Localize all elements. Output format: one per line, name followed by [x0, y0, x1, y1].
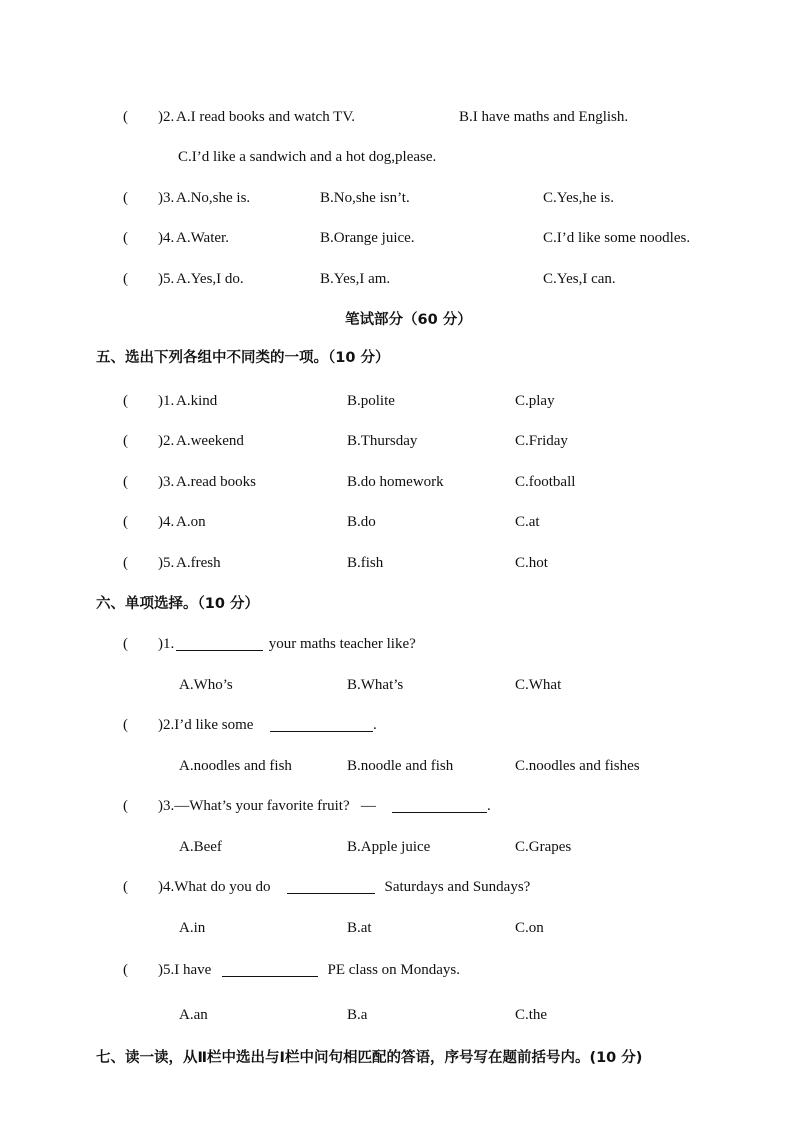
answer-bracket[interactable]: (	[123, 555, 128, 571]
answer-bracket[interactable]: (	[123, 433, 128, 449]
option-a: A.weekend	[176, 433, 244, 449]
answer-bracket[interactable]: (	[123, 879, 128, 895]
option-c: C.What	[515, 677, 562, 693]
option-b: B.Apple juice	[347, 839, 431, 855]
answer-bracket[interactable]: (	[123, 962, 128, 978]
answer-bracket[interactable]: (	[123, 474, 128, 490]
section-5-title: 五、选出下列各组中不同类的一项。（10 分）	[96, 350, 390, 366]
option-a: A.noodles and fish	[179, 758, 292, 774]
answer-bracket[interactable]: (	[123, 230, 128, 246]
answer-bracket[interactable]: (	[123, 271, 128, 287]
option-c: C.Yes,he is.	[543, 190, 614, 206]
answer-blank[interactable]	[270, 717, 373, 732]
answer-bracket[interactable]: (	[123, 514, 128, 530]
question-number: )3.	[158, 474, 175, 490]
answer-bracket[interactable]: (	[123, 636, 128, 652]
option-c: C.football	[515, 474, 576, 490]
question-stem: )5.I have	[158, 962, 216, 978]
option-a: A.an	[179, 1007, 208, 1023]
answer-bracket[interactable]: (	[123, 190, 128, 206]
option-a: A.Beef	[179, 839, 222, 855]
option-b: B.do	[347, 514, 376, 530]
question-stem: )2.I’d like some	[158, 717, 258, 733]
option-b: B.a	[347, 1007, 368, 1023]
section-6-title: 六、单项选择。（10 分）	[96, 596, 259, 612]
question-stem-end: PE class on Mondays.	[320, 962, 460, 978]
option-b: B.What’s	[347, 677, 404, 693]
option-a: A.Who’s	[179, 677, 233, 693]
option-a: A.on	[176, 514, 206, 530]
option-a: A.I read books and watch TV.	[176, 109, 355, 125]
option-b: B.do homework	[347, 474, 444, 490]
question-number: )4.	[158, 230, 175, 246]
option-c: C.on	[515, 920, 544, 936]
option-b: B.fish	[347, 555, 384, 571]
option-b: B.noodle and fish	[347, 758, 454, 774]
question-stem: )3.—What’s your favorite fruit? —	[158, 798, 376, 814]
answer-bracket[interactable]: (	[123, 798, 128, 814]
answer-bracket[interactable]: (	[123, 717, 128, 733]
question-stem-end: .	[487, 798, 491, 814]
answer-blank[interactable]	[176, 636, 263, 651]
option-b: B.at	[347, 920, 372, 936]
option-c: C.I’d like some noodles.	[543, 230, 691, 246]
option-a: A.in	[179, 920, 206, 936]
option-c: C.I’d like a sandwich and a hot dog,please.	[178, 149, 437, 165]
option-b: B.polite	[347, 393, 395, 409]
section-7-title: 七、读一读，从Ⅱ栏中选出与Ⅰ栏中问句相匹配的答语，序号写在题前括号内。(10 分)	[96, 1050, 643, 1066]
answer-blank[interactable]	[222, 962, 318, 977]
question-number: )3.	[158, 190, 175, 206]
question-stem-end: .	[373, 717, 377, 733]
question-number: )1.	[158, 393, 175, 409]
option-a: A.kind	[176, 393, 218, 409]
answer-blank[interactable]	[287, 879, 375, 894]
section-heading-written: 笔试部分（60 分）	[345, 312, 472, 328]
option-a: A.read books	[176, 474, 256, 490]
option-c: C.Grapes	[515, 839, 572, 855]
option-b: B.Thursday	[347, 433, 418, 449]
option-c: C.Yes,I can.	[543, 271, 616, 287]
answer-bracket[interactable]: (	[123, 109, 128, 125]
option-a: A.Yes,I do.	[176, 271, 244, 287]
question-number: )4.	[158, 514, 175, 530]
question-number: )5.	[158, 271, 175, 287]
option-b: B.Orange juice.	[320, 230, 415, 246]
option-c: C.Friday	[515, 433, 568, 449]
option-c: C.play	[515, 393, 555, 409]
option-a: A.Water.	[176, 230, 229, 246]
option-c: C.the	[515, 1007, 548, 1023]
question-stem-end: Saturdays and Sundays?	[377, 879, 531, 895]
answer-blank[interactable]	[392, 798, 487, 813]
question-number: )2.	[158, 433, 175, 449]
option-c: C.noodles and fishes	[515, 758, 640, 774]
option-a: A.No,she is.	[176, 190, 251, 206]
option-c: C.hot	[515, 555, 548, 571]
option-c: C.at	[515, 514, 540, 530]
question-stem: )1.	[158, 636, 175, 652]
option-b: B.No,she isn’t.	[320, 190, 410, 206]
question-number: )5.	[158, 555, 175, 571]
answer-bracket[interactable]: (	[123, 393, 128, 409]
option-b: B.Yes,I am.	[320, 271, 391, 287]
question-stem: )4.What do you do	[158, 879, 275, 895]
option-b: B.I have maths and English.	[459, 109, 629, 125]
question-number: )2.	[158, 109, 175, 125]
option-a: A.fresh	[176, 555, 221, 571]
question-stem-end: your maths teacher like?	[265, 636, 416, 652]
